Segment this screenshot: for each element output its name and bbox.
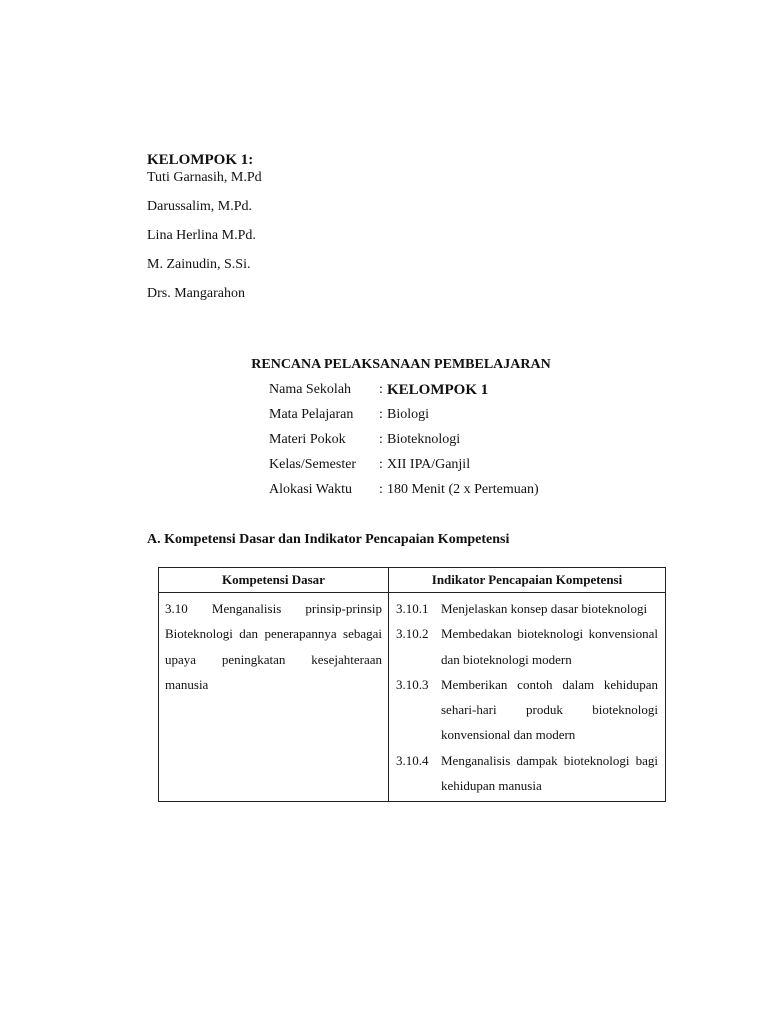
indikator-item <box>396 748 658 799</box>
indikator-number: 3.10.3 <box>396 676 429 692</box>
info-label: Kelas/Semester <box>269 457 357 472</box>
header-kompetensi-dasar: Kompetensi Dasar <box>159 568 389 593</box>
info-separator: : <box>379 407 383 422</box>
info-value: XII IPA/Ganjil <box>387 457 471 472</box>
competency-table <box>158 567 666 802</box>
info-label: Mata Pelajaran <box>269 407 354 422</box>
indikator-list <box>389 593 665 801</box>
section-heading: A. Kompetensi Dasar dan Indikator Pencapaian Kompetensi <box>147 532 510 547</box>
indikator-cell <box>389 593 666 802</box>
indikator-item <box>396 621 658 672</box>
member-name: Darussalim, M.Pd. <box>147 199 252 214</box>
indikator-text: Menjelaskan konsep dasar bioteknologi <box>441 601 648 616</box>
indikator-text: Menganalisis dampak bioteknologi bagi kehidupan manusia <box>441 752 658 794</box>
kompetensi-dasar-cell <box>159 593 389 802</box>
kompetensi-dasar-text: 3.10 Menganalisis prinsip-prinsip Bioteknologi dan penerapannya sebagai upaya peningkatan kesejahteraan manusia <box>165 601 382 692</box>
info-value: Biologi <box>387 407 430 422</box>
indikator-number: 3.10.4 <box>396 752 429 768</box>
member-name: Lina Herlina M.Pd. <box>147 228 256 243</box>
info-value: Bioteknologi <box>387 432 461 447</box>
indikator-text: Memberikan contoh dalam kehidupan sehari-hari produk bioteknologi konvensional dan modern <box>441 676 658 743</box>
indikator-item <box>396 596 658 621</box>
header-indikator: Indikator Pencapaian Kompetensi <box>389 568 666 593</box>
group-title: KELOMPOK 1: <box>147 152 254 168</box>
info-label: Nama Sekolah <box>269 382 352 397</box>
indikator-number: 3.10.2 <box>396 626 429 642</box>
rpp-info-table <box>269 381 539 506</box>
info-row <box>269 431 539 456</box>
info-separator: : <box>379 482 383 497</box>
table-header-row <box>159 568 666 593</box>
member-name: Drs. Mangarahon <box>147 286 245 301</box>
info-row <box>269 381 539 406</box>
info-label: Materi Pokok <box>269 432 346 447</box>
info-value: 180 Menit (2 x Pertemuan) <box>387 482 539 497</box>
rpp-title: RENCANA PELAKSANAAN PEMBELAJARAN <box>251 357 551 372</box>
info-row <box>269 406 539 431</box>
info-label: Alokasi Waktu <box>269 482 352 497</box>
indikator-text: Membedakan bioteknologi konvensional dan bioteknologi modern <box>441 626 658 667</box>
info-row <box>269 481 539 506</box>
info-separator: : <box>379 432 383 447</box>
member-name: Tuti Garnasih, M.Pd <box>147 170 262 185</box>
info-separator: : <box>379 382 383 397</box>
info-value: KELOMPOK 1 <box>387 382 489 398</box>
info-separator: : <box>379 457 383 472</box>
group-block <box>147 151 547 303</box>
indikator-number: 3.10.1 <box>396 601 429 616</box>
info-row <box>269 456 539 481</box>
indikator-item <box>396 672 658 748</box>
table-row <box>159 593 666 802</box>
member-name: M. Zainudin, S.Si. <box>147 257 251 272</box>
